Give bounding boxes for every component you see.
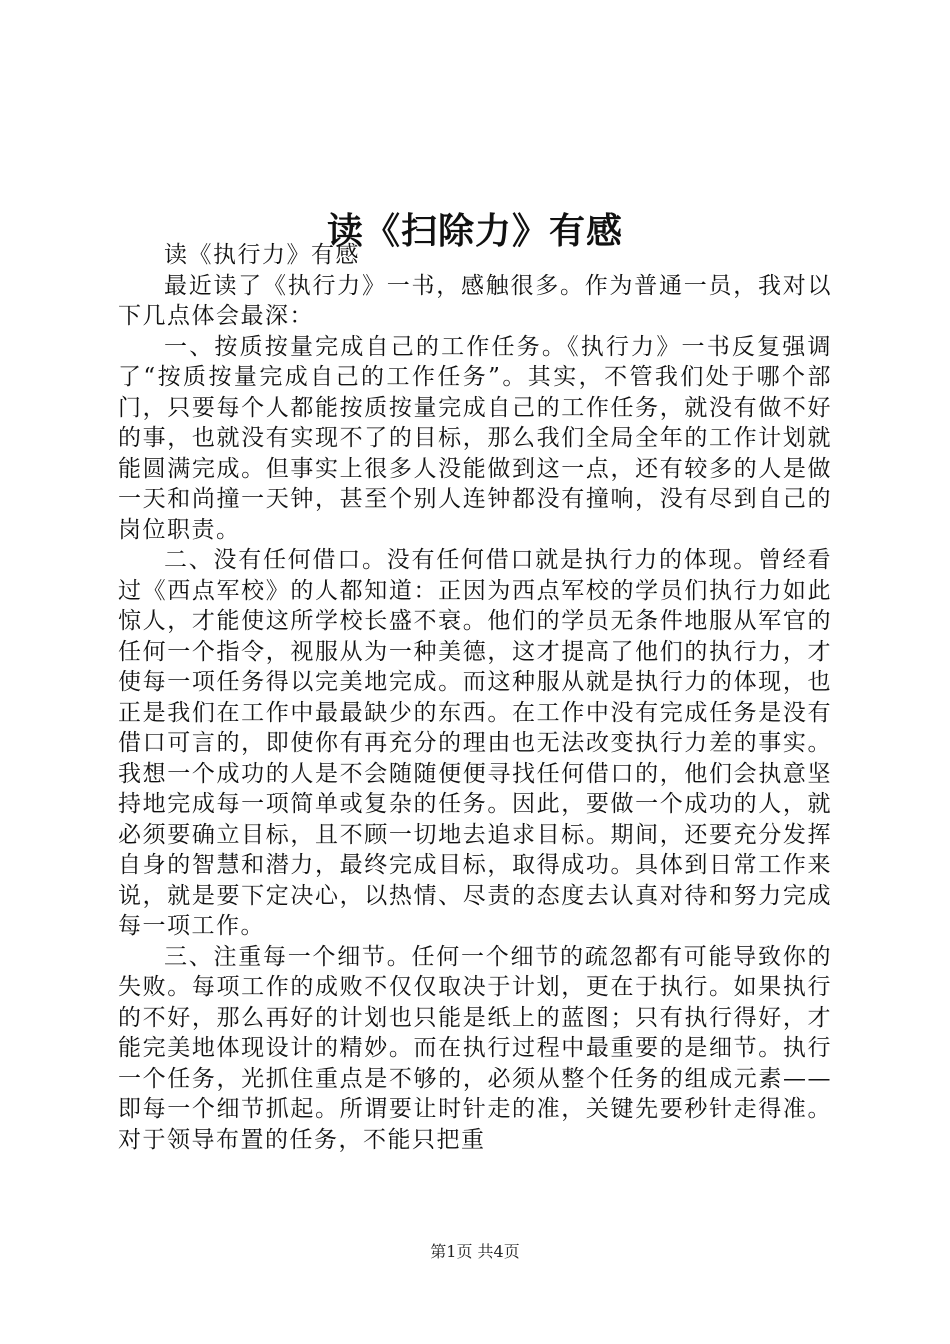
- document-title: 读《扫除力》有感: [326, 211, 623, 253]
- paragraph-point-one: 一、按质按量完成自己的工作任务。《执行力》一书反复强调了“按质按量完成自己的工作任务”。其实，不管我们处于哪个部门，只要每个人都能按质按量完成自己的工作任务，就没有做不好的事，也就没有实现不了的目标，那么我们全局全年的工作计划就能圆满完成。但事实上很多人没能做到这一点，还有较多的人是做一天和尚撞一天钟，甚至个别人连钟都没有撞响，没有尽到自己的岗位职责。: [118, 333, 832, 543]
- paragraph-intro: 最近读了《执行力》一书，感触很多。作为普通一员，我对以下几点体会最深：: [118, 272, 832, 329]
- paragraph-point-three: 三、注重每一个细节。任何一个细节的疏忽都有可能导致你的失败。每项工作的成败不仅仅取决于计划，更在于执行。如果执行的不好，那么再好的计划也只能是纸上的蓝图；只有执行得好，才能完美地体现设计的精妙。而在执行过程中最重要的是细节。执行一个任务，光抓住重点是不够的，必须从整个任务的组成元素——即每一个细节抓起。所谓要让时针走的准，关键先要秒针走得准。对于领导布置的任务，不能只把重: [118, 943, 832, 1153]
- paragraph-subtitle: 读《执行力》有感: [164, 242, 360, 268]
- page-footer: 第1页 共4页: [430, 1242, 520, 1261]
- document-body: [118, 240, 832, 1155]
- paragraph-point-two: 二、没有任何借口。没有任何借口就是执行力的体现。曾经看过《西点军校》的人都知道：正因为西点军校的学员们执行力如此惊人，才能使这所学校长盛不衰。他们的学员无条件地服从军官的任何一个指令，视服从为一种美德，这才提高了他们的执行力，才使每一项任务得以完美地完成。而这种服从就是执行力的体现，也正是我们在工作中最最缺少的东西。在工作中没有完成任务是没有借口可言的，即使你有再充分的理由也无法改变执行力差的事实。我想一个成功的人是不会随随便便寻找任何借口的，他们会执意坚持地完成每一项简单或复杂的任务。因此，要做一个成功的人，就必须要确立目标，且不顾一切地去追求目标。期间，还要充分发挥自身的智慧和潜力，最终完成目标，取得成功。具体到日常工作来说，就是要下定决心，以热情、尽责的态度去认真对待和努力完成每一项工作。: [118, 547, 832, 939]
